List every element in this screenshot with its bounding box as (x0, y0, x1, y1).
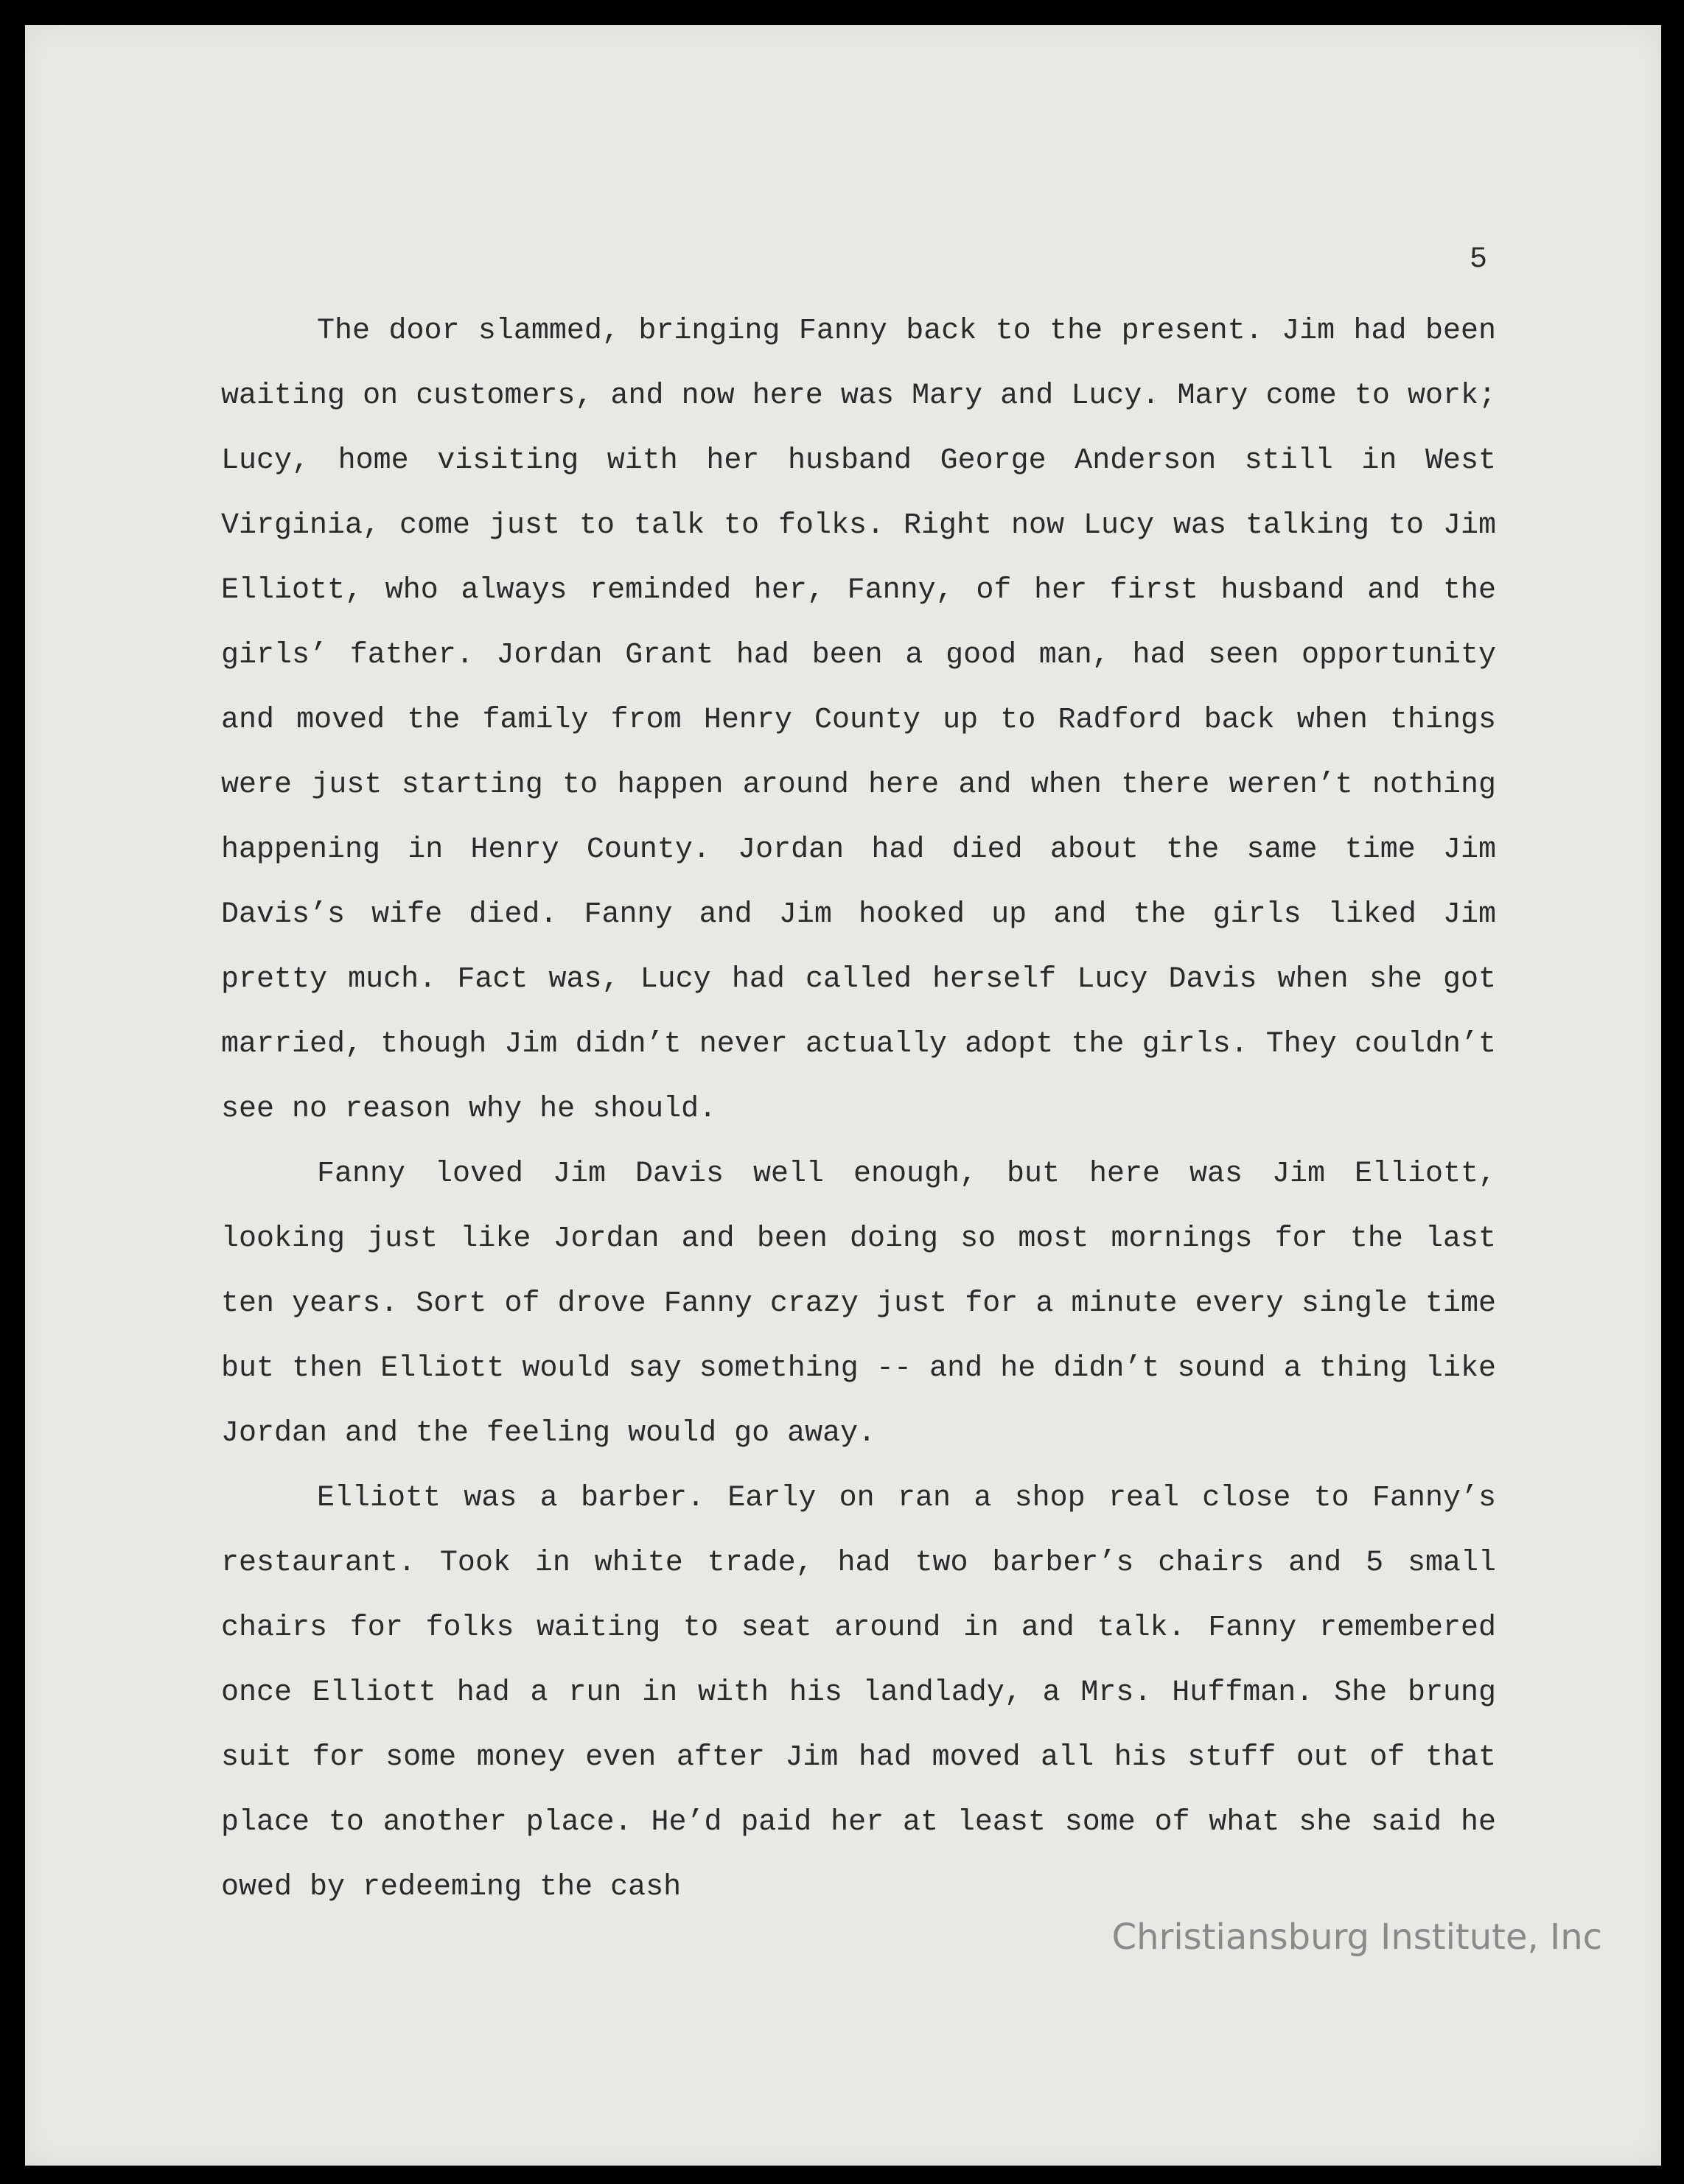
paragraph-3: Elliott was a barber. Early on ran a shop real close to Fanny’s restaurant. Took in white trade, had two barber’s chairs and 5 small chairs for folks waiting to seat around in and talk. Fanny remembered once Elliott had a run in with his landlady, a Mrs. Huffman. She brung suit for some money even after Jim had moved all his stuff out of that place to another place. He’d paid her at least some of what she said he owed by redeeming the cash (221, 1482, 1496, 1904)
watermark-text: Christiansburg Institute, Inc (1111, 1917, 1602, 1958)
document-body (221, 299, 1496, 1920)
paragraph-2: Fanny loved Jim Davis well enough, but here was Jim Elliott, looking just like Jordan and been doing so most mornings for the last ten years. Sort of drove Fanny crazy just for a minute every single time but then Elliott would say something -- and he didn’t sound a thing like Jordan and the feeling would go away. (221, 1158, 1496, 1450)
document-page (25, 25, 1661, 2166)
paragraph-1: The door slammed, bringing Fanny back to the present. Jim had been waiting on customers, and now here was Mary and Lucy. Mary come to work; Lucy, home visiting with her husband George Anderson still in West Virginia, come just to talk to folks. Right now Lucy was talking to Jim Elliott, who always reminded her, Fanny, of her first husband and the girls’ father. Jordan Grant had been a good man, had seen opportunity and moved the family from Henry County up to Radford back when things were just starting to happen around here and when there weren’t nothing happening in Henry County. Jordan had died about the same time Jim Davis’s wife died. Fanny and Jim hooked up and the girls liked Jim pretty much. Fact was, Lucy had called herself Lucy Davis when she got married, though Jim didn’t never actually adopt the girls. They couldn’t see no reason why he should. (221, 315, 1496, 1126)
page-number: 5 (1470, 243, 1488, 276)
